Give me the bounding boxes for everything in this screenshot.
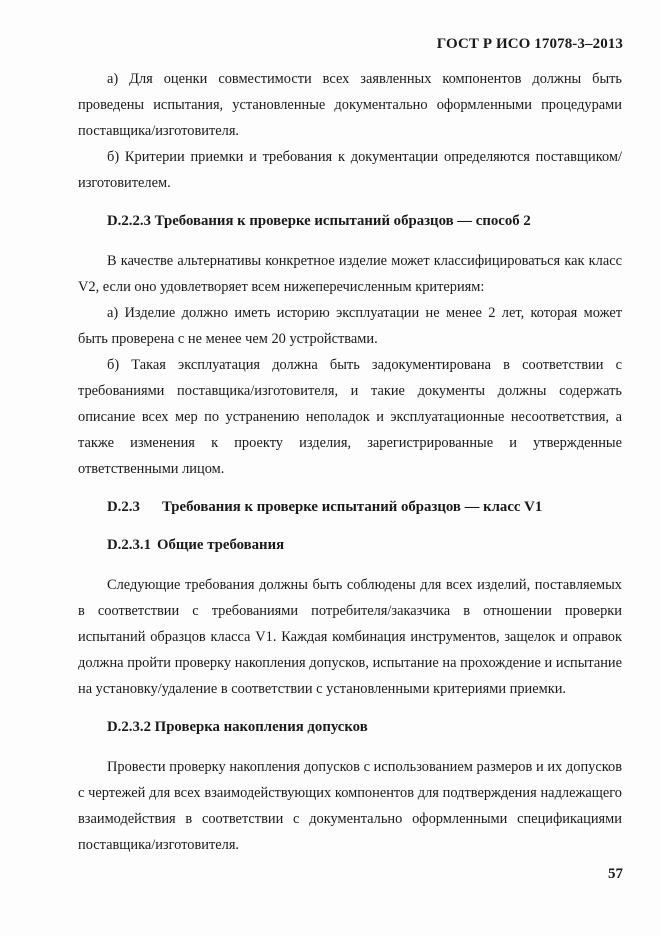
paragraph-b-acceptance: б) Критерии приемки и требования к документации определяются поставщиком/изготовителем.: [78, 149, 622, 191]
paragraph-tolerance-check: Провести проверку накопления допусков с использованием размеров и их допусков с чертежей для всех взаимодействующих компонентов для подтверждения надлежащего взаимодействия в соответствии с документально оформленными спецификациями поставщика/изготовителя.: [78, 759, 622, 853]
spacer: [78, 558, 622, 572]
page-number: 57: [608, 866, 623, 882]
document-code: ГОСТ Р ИСО 17078-3–2013: [436, 36, 623, 52]
heading-d2-3-1: [78, 532, 622, 558]
heading-title: Требования к проверке испытаний образцов — класс V1: [162, 499, 543, 515]
paragraph-general-requirements: Следующие требования должны быть соблюдены для всех изделий, поставляемых в соответствии с требованиями потребителя/заказчика в отношении проверки испытаний образцов класса V1. Каждая комбинация инструментов, защелок и оправок должна пройти проверку накопления допусков, испытание на прохождение и испытание на установку/удаление в соответствии с установленными критериями приемки.: [78, 577, 622, 697]
heading-d2-3-2: D.2.3.2 Проверка накопления допусков: [107, 719, 368, 735]
heading-d2-2-3: D.2.2.3 Требования к проверке испытаний образцов — способ 2: [107, 213, 531, 229]
spacer: [78, 520, 622, 532]
spacer: [78, 482, 622, 494]
paragraph-b-documentation: б) Такая эксплуатация должна быть задокументирована в соответствии с требованиями поставщика/изготовителя, и такие документы должны содержать описание всех мер по устранению неполадок и эксплуатационные несоответствия, а также изменения к проекту изделия, зарегистрированные и утвержденные ответственными лицом.: [78, 357, 622, 477]
spacer: [78, 702, 622, 714]
paragraph-a-compatibility: а) Для оценки совместимости всех заявленных компонентов должны быть проведены испытания, установленные документально оформленными процедурами поставщика/изготовителя.: [78, 71, 622, 139]
paragraph-a-history: а) Изделие должно иметь историю эксплуатации не менее 2 лет, которая может быть проверена с не менее чем 20 устройствами.: [78, 305, 622, 347]
spacer: [78, 196, 622, 208]
heading-title: Общие требования: [157, 537, 285, 553]
heading-d2-3: [78, 494, 622, 520]
page-content: [78, 66, 622, 858]
heading-number: D.2.3.1: [107, 537, 151, 553]
paragraph-alternative: В качестве альтернативы конкретное изделие может классифицироваться как класс V2, если оно удовлетворяет всем нижеперечисленным критериям:: [78, 253, 622, 295]
spacer: [78, 234, 622, 248]
heading-number: D.2.3: [107, 499, 140, 515]
spacer: [78, 740, 622, 754]
